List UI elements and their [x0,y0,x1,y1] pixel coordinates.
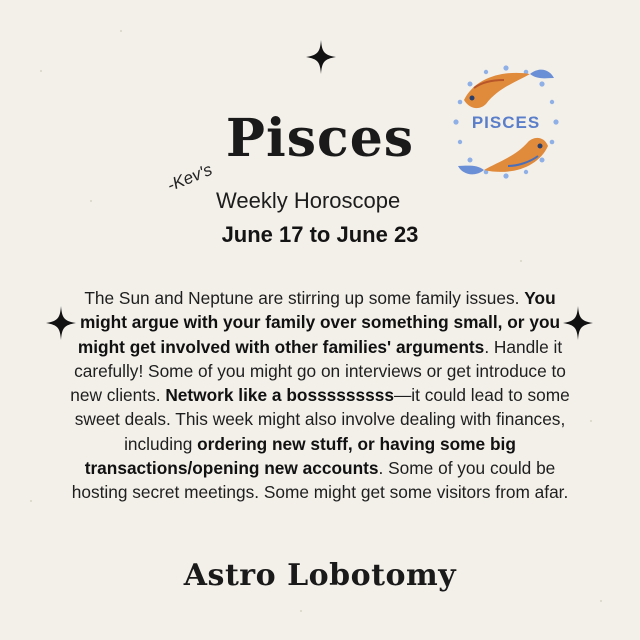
logo-text: PISCES [471,113,541,132]
body-segment-bold: You might argue with your family over something small, or you might get involved with other families' arguments [77,288,561,357]
brand-name: Astro Lobotomy [183,558,457,593]
paper-speck [120,30,122,32]
subtitle: Weekly Horoscope [216,188,401,213]
paper-speck [590,420,592,422]
body-segment-bold: ordering new stuff, or having some big transactions/opening new accounts [84,433,516,479]
sparkle-icon [306,40,336,74]
paper-speck [300,610,302,612]
date-range: June 17 to June 23 [221,222,419,247]
paper-speck [90,200,92,202]
paper-speck [600,600,602,602]
body-segment: —it could lead to some sweet deals. This week might also involve dealing with finances, including [74,385,570,454]
body-segment: . Handle it carefully! Some of you might go on interviews or get introduce to new clients. [70,336,566,406]
author-tag: -Kev's [164,159,215,196]
paper-speck [40,70,42,72]
horoscope-body [66,286,574,505]
body-segment-bold: Network like a bosssssssss [165,385,394,406]
body-segment: . Some of you could be hosting secret meetings. Some might get some visitors from afar. [71,458,569,503]
body-segment: The Sun and Neptune are stirring up some family issues. [84,288,525,308]
paper-speck [520,260,522,262]
sign-title: Pisces [225,108,415,169]
paper-speck [30,500,32,502]
